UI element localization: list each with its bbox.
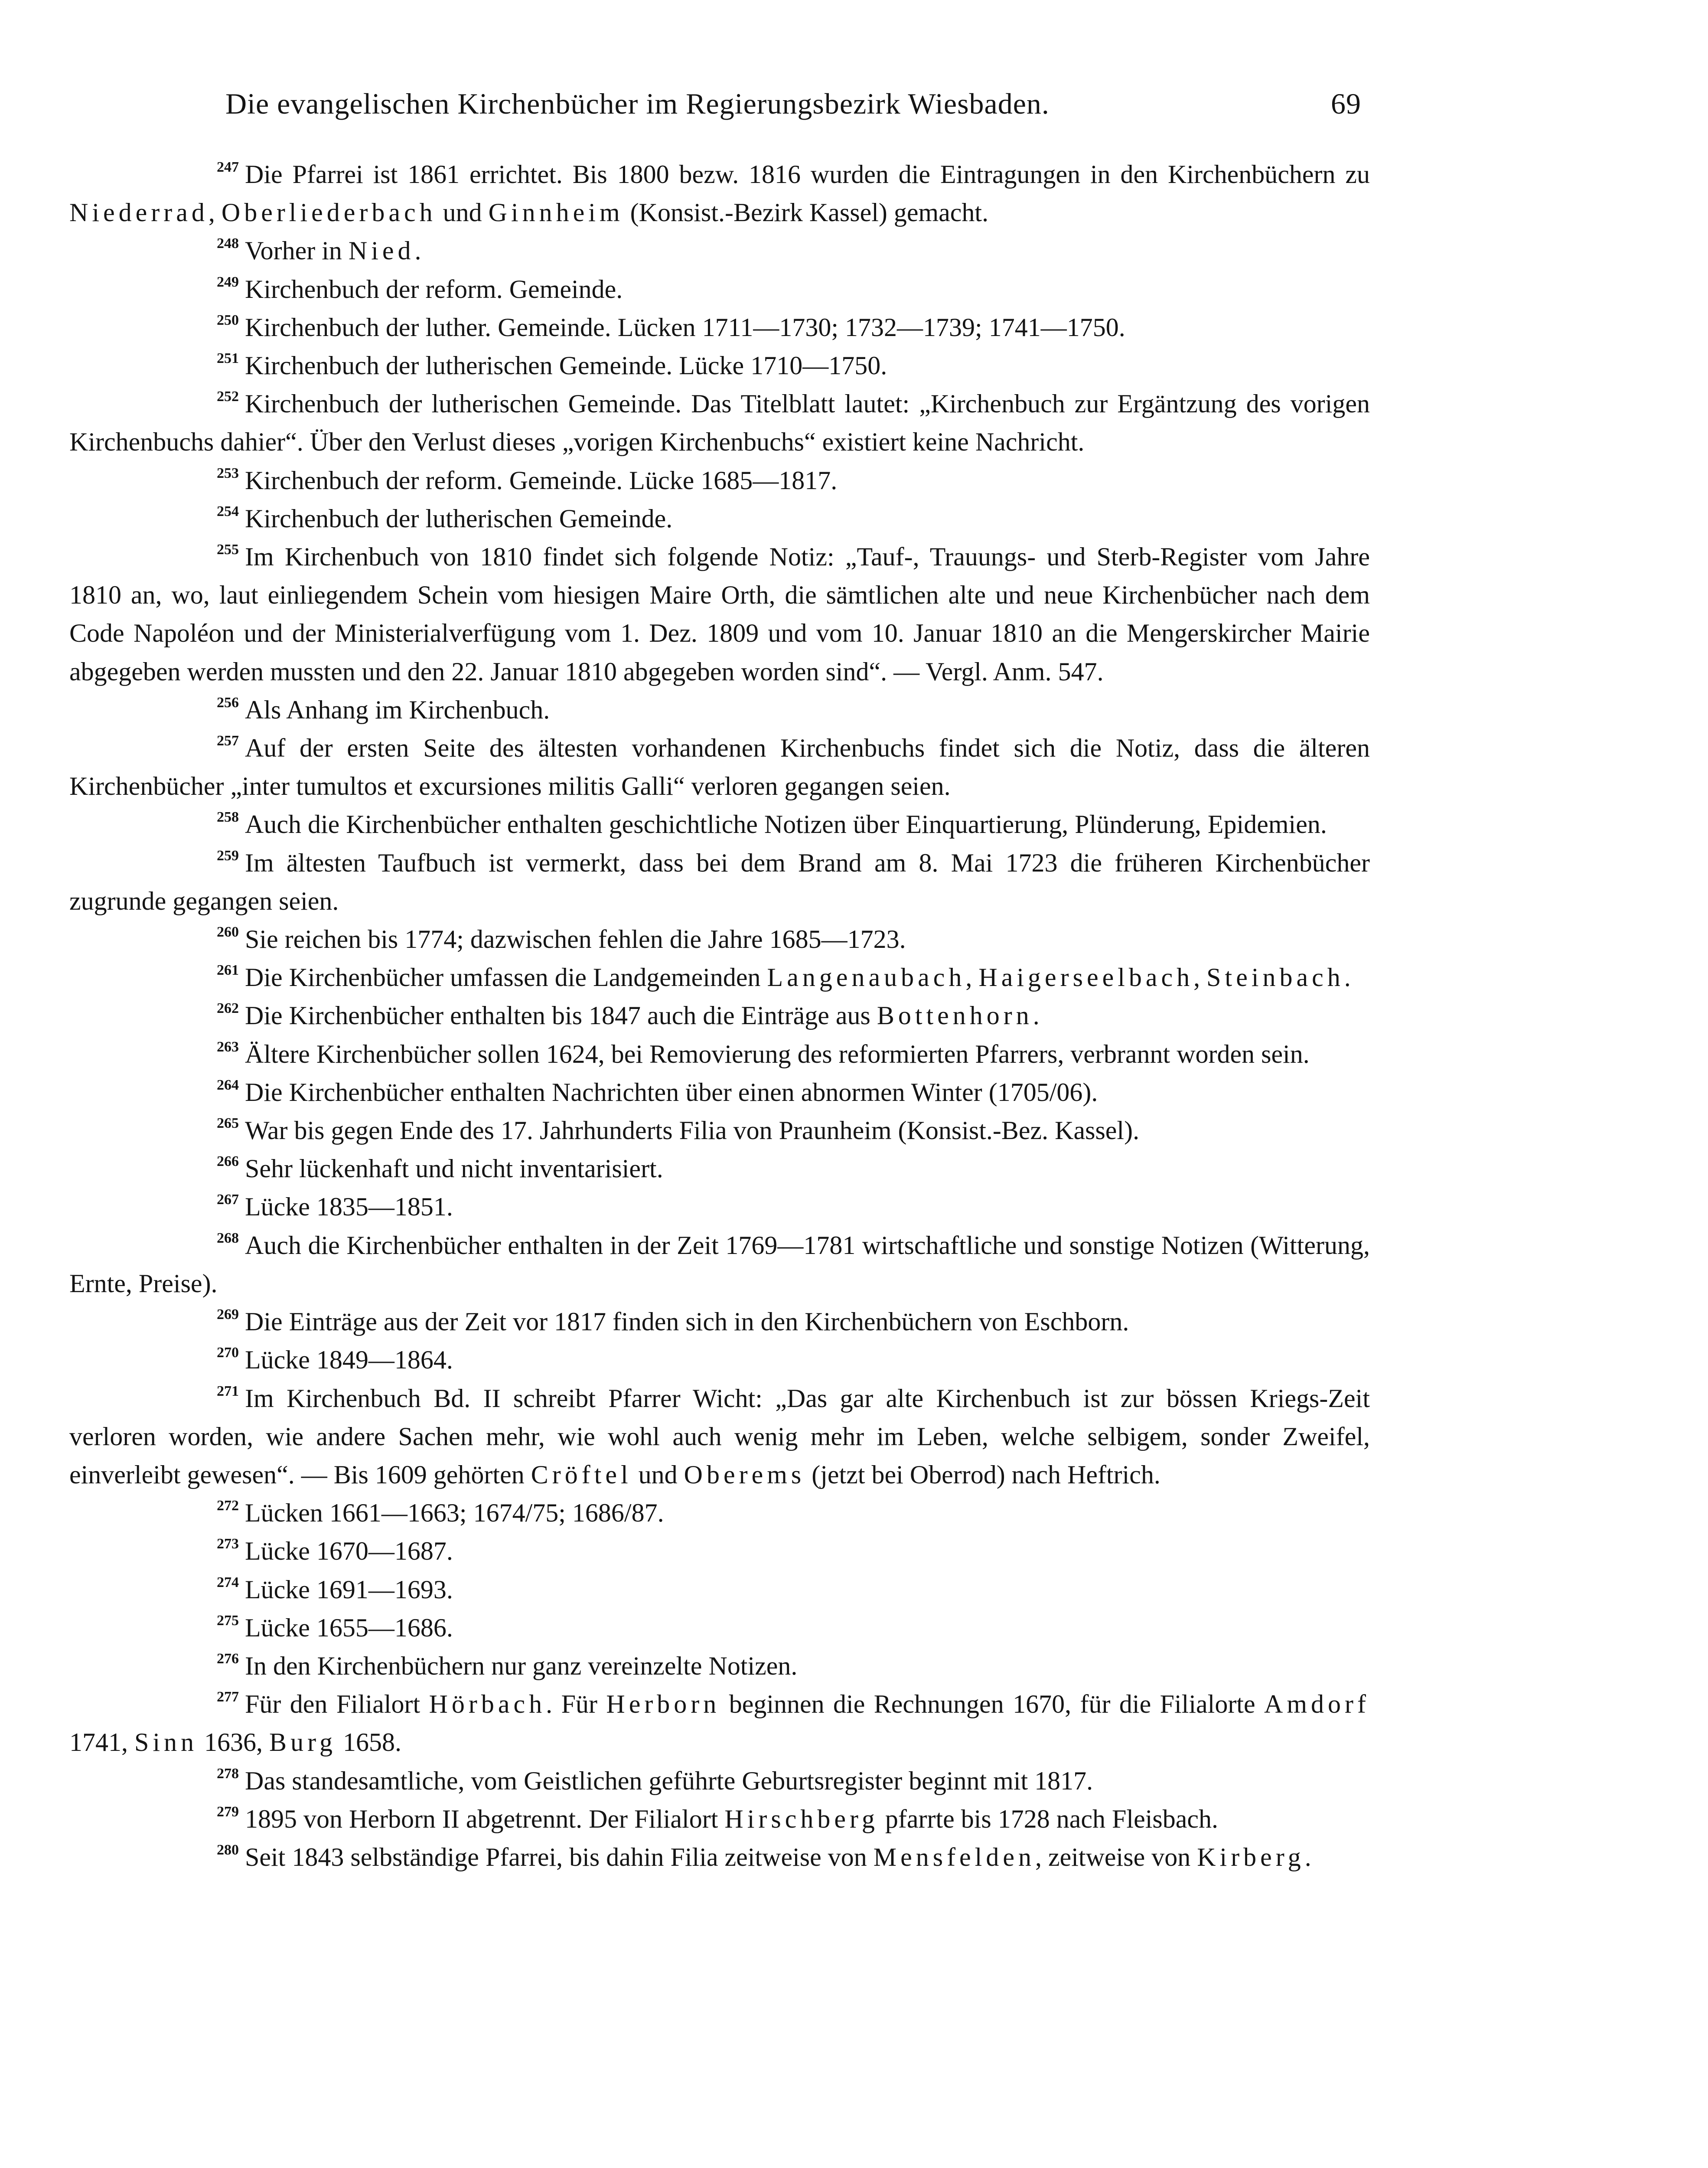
spaced-place-name: Ginnheim <box>488 198 624 227</box>
footnote-268 <box>69 1226 1370 1303</box>
spaced-place-name: Langenaubach <box>767 963 966 992</box>
footnote-text: Kirchenbuch der lutherischen Gemeinde. <box>245 504 673 533</box>
footnote-247 <box>69 155 1370 232</box>
running-title: Die evangelischen Kirchenbücher im Regierungsbezirk Wiesbaden. <box>225 87 1050 120</box>
page-number: 69 <box>1331 87 1361 120</box>
footnote-number: 264 <box>217 1077 239 1093</box>
footnote-number: 253 <box>217 465 239 481</box>
footnote-number: 251 <box>217 350 239 367</box>
footnote-248 <box>69 232 1370 270</box>
footnote-number: 260 <box>217 924 239 940</box>
footnote-number: 256 <box>217 694 239 711</box>
footnote-text: Die Kirchenbücher enthalten bis 1847 auch die Einträge aus <box>245 1001 877 1030</box>
footnote-text: 1658. <box>336 1728 401 1757</box>
footnote-277 <box>69 1685 1370 1761</box>
spaced-place-name: Steinbach <box>1206 963 1344 992</box>
footnote-text: Das standesamtliche, vom Geistlichen geführte Geburtsregister beginnt mit 1817. <box>245 1766 1093 1795</box>
footnote-number: 266 <box>217 1153 239 1170</box>
footnote-text: . <box>1344 963 1351 992</box>
footnote-text: Für den Filialort <box>245 1690 429 1719</box>
footnote-number: 276 <box>217 1650 239 1667</box>
running-header <box>69 87 1370 152</box>
footnote-text: Im Kirchenbuch von 1810 findet sich folgende Notiz: „Tauf-, Trauungs- und Sterb-Register vom Jahre 1810 an, wo, laut einliegendem Schein vom hiesigen Maire Orth, die sämtlichen alte und neue Kirchenbücher nach dem Code Napoléon und der Ministerialverfügung vom 1. Dez. 1809 und vom 10. Januar 1810 an die Mengerskircher Mairie abgegeben werden mussten und den 22. Januar 1810 abgegeben worden sind“. — Vergl. Anm. 547. <box>69 542 1370 686</box>
footnote-text: 1895 von Herborn II abgetrennt. Der Filialort <box>245 1804 725 1833</box>
footnote-253 <box>69 461 1370 500</box>
footnote-260 <box>69 920 1370 958</box>
footnote-number: 273 <box>217 1536 239 1552</box>
footnote-text: Lücke 1849—1864. <box>245 1345 453 1375</box>
footnote-text: und <box>632 1460 684 1489</box>
footnote-249 <box>69 270 1370 308</box>
spaced-place-name: Herborn <box>606 1690 720 1719</box>
footnote-number: 277 <box>217 1689 239 1705</box>
footnote-271 <box>69 1379 1370 1494</box>
footnote-number: 275 <box>217 1612 239 1629</box>
footnote-text: Auf der ersten Seite des ältesten vorhandenen Kirchenbuchs findet sich die Notiz, dass die älteren Kirchenbücher „inter tumultos et excursiones militis Galli“ verloren gegangen seien. <box>69 734 1370 801</box>
footnote-number: 249 <box>217 274 239 290</box>
spaced-place-name: Burg <box>269 1728 336 1757</box>
spaced-place-name: Oberliederbach <box>221 198 437 227</box>
footnote-text: und <box>436 198 489 227</box>
footnote-number: 279 <box>217 1803 239 1820</box>
footnote-265 <box>69 1111 1370 1149</box>
spaced-place-name: Bottenhorn <box>877 1001 1033 1030</box>
footnote-251 <box>69 346 1370 385</box>
footnote-number: 259 <box>217 847 239 864</box>
footnote-text: Vorher in <box>245 236 349 265</box>
footnote-list <box>69 155 1370 1876</box>
footnote-number: 247 <box>217 159 239 175</box>
footnote-number: 278 <box>217 1765 239 1782</box>
spaced-place-name: Hirschberg <box>724 1804 879 1833</box>
footnote-257 <box>69 729 1370 805</box>
footnote-258 <box>69 805 1370 843</box>
footnote-text: . <box>414 236 421 265</box>
footnote-text: Die Pfarrei ist 1861 errichtet. Bis 1800 bezw. 1816 wurden die Eintragungen in den Kirchenbüchern zu <box>245 160 1370 189</box>
spaced-place-name: Cröftel <box>531 1460 632 1489</box>
footnote-text: pfarrte bis 1728 nach Fleisbach. <box>878 1804 1218 1833</box>
spaced-place-name: Nied <box>348 236 415 265</box>
footnote-number: 261 <box>217 962 239 979</box>
footnote-number: 255 <box>217 542 239 558</box>
footnote-text: Lücke 1691—1693. <box>245 1575 453 1604</box>
footnote-number: 274 <box>217 1574 239 1590</box>
footnote-text: Lücke 1655—1686. <box>245 1613 453 1642</box>
footnote-270 <box>69 1341 1370 1379</box>
footnote-number: 252 <box>217 389 239 405</box>
footnote-261 <box>69 958 1370 996</box>
footnote-280 <box>69 1838 1370 1876</box>
footnote-number: 269 <box>217 1306 239 1323</box>
footnote-text: Lücke 1670—1687. <box>245 1537 453 1566</box>
footnote-266 <box>69 1149 1370 1188</box>
footnote-text: Sehr lückenhaft und nicht inventarisiert. <box>245 1154 663 1183</box>
footnote-279 <box>69 1800 1370 1838</box>
footnote-255 <box>69 538 1370 691</box>
footnote-278 <box>69 1762 1370 1800</box>
footnote-text: Kirchenbuch der lutherischen Gemeinde. Das Titelblatt lautet: „Kirchenbuch zur Ergäntzung des vorigen Kirchenbuchs dahier“. Über den Verlust dieses „vorigen Kirchenbuchs“ existiert keine Nachricht. <box>69 389 1370 457</box>
footnote-276 <box>69 1647 1370 1685</box>
footnote-263 <box>69 1035 1370 1073</box>
footnote-text: . Für <box>546 1690 606 1719</box>
footnote-number: 262 <box>217 1000 239 1017</box>
footnote-267 <box>69 1188 1370 1226</box>
footnote-252 <box>69 385 1370 461</box>
footnote-264 <box>69 1073 1370 1111</box>
footnote-text: Seit 1843 selbständige Pfarrei, bis dahin Filia zeitweise von <box>245 1842 874 1871</box>
footnote-number: 267 <box>217 1192 239 1208</box>
footnote-text: Kirchenbuch der reform. Gemeinde. Lücke 1685—1817. <box>245 466 838 495</box>
footnote-269 <box>69 1303 1370 1341</box>
footnote-text: Auch die Kirchenbücher enthalten in der Zeit 1769—1781 wirtschaftliche und sonstige Notizen (Witterung, Ernte, Preise). <box>69 1231 1370 1298</box>
footnote-number: 272 <box>217 1498 239 1514</box>
footnote-text: , <box>1193 963 1207 992</box>
spaced-place-name: Kirberg <box>1197 1842 1305 1871</box>
footnote-text: Als Anhang im Kirchenbuch. <box>245 695 550 724</box>
footnote-250 <box>69 308 1370 346</box>
book-page <box>69 87 1370 1876</box>
footnote-text: Ältere Kirchenbücher sollen 1624, bei Removierung des reformierten Pfarrers, verbrannt worden sein. <box>245 1039 1310 1068</box>
footnote-text: Lücke 1835—1851. <box>245 1192 453 1221</box>
footnote-number: 268 <box>217 1230 239 1246</box>
footnote-262 <box>69 996 1370 1035</box>
footnote-number: 280 <box>217 1841 239 1858</box>
footnote-text: 1636, <box>198 1728 270 1757</box>
footnote-number: 248 <box>217 235 239 252</box>
footnote-274 <box>69 1570 1370 1609</box>
footnote-272 <box>69 1494 1370 1532</box>
spaced-place-name: Amdorf <box>1264 1690 1370 1719</box>
footnote-text: Im ältesten Taufbuch ist vermerkt, dass bei dem Brand am 8. Mai 1723 die früheren Kirchenbücher zugrunde gegangen seien. <box>69 848 1370 915</box>
footnote-text: , zeitweise von <box>1035 1842 1197 1871</box>
footnote-number: 270 <box>217 1345 239 1361</box>
footnote-text: (jetzt bei Oberrod) nach Heftrich. <box>805 1460 1160 1489</box>
footnote-text: Im Kirchenbuch Bd. II schreibt Pfarrer Wicht: „Das gar alte Kirchenbuch ist zur bössen Kriegs-Zeit verloren worden, wie andere Sachen mehr, wie wohl auch wenig mehr im Leben, welche selbigem, sonder Zweifel, einverleibt gewesen“. — Bis 1609 gehörten <box>69 1384 1370 1489</box>
footnote-number: 250 <box>217 312 239 328</box>
footnote-259 <box>69 844 1370 920</box>
spaced-place-name: Niederrad <box>69 198 209 227</box>
footnote-text: , <box>208 198 222 227</box>
spaced-place-name: Hörbach <box>429 1690 546 1719</box>
footnote-number: 258 <box>217 809 239 826</box>
footnote-number: 271 <box>217 1383 239 1399</box>
footnote-256 <box>69 691 1370 729</box>
footnote-number: 265 <box>217 1115 239 1132</box>
footnote-text: (Konsist.-Bezirk Kassel) gemacht. <box>623 198 989 227</box>
footnote-text: Die Einträge aus der Zeit vor 1817 finden sich in den Kirchenbüchern von Eschborn. <box>245 1307 1129 1336</box>
footnote-text: Kirchenbuch der reform. Gemeinde. <box>245 274 623 304</box>
footnote-273 <box>69 1532 1370 1570</box>
footnote-text: Lücken 1661—1663; 1674/75; 1686/87. <box>245 1499 664 1528</box>
footnote-text: War bis gegen Ende des 17. Jahrhunderts Filia von Praunheim (Konsist.-Bez. Kassel). <box>245 1116 1140 1145</box>
footnote-text: Kirchenbuch der luther. Gemeinde. Lücken 1711—1730; 1732—1739; 1741—1750. <box>245 313 1125 342</box>
footnote-text: . <box>1033 1001 1040 1030</box>
footnote-text: 1741, <box>69 1728 134 1757</box>
footnote-254 <box>69 500 1370 538</box>
footnote-text: Kirchenbuch der lutherischen Gemeinde. Lücke 1710—1750. <box>245 351 887 380</box>
footnote-text: Die Kirchenbücher umfassen die Landgemeinden <box>245 963 767 992</box>
footnote-text: Auch die Kirchenbücher enthalten geschichtliche Notizen über Einquartierung, Plünderung, Epidemien. <box>245 810 1327 839</box>
footnote-text: Die Kirchenbücher enthalten Nachrichten über einen abnormen Winter (1705/06). <box>245 1077 1098 1107</box>
footnote-275 <box>69 1609 1370 1647</box>
spaced-place-name: Haigerseelbach <box>978 963 1194 992</box>
footnote-text: , <box>965 963 979 992</box>
footnote-text: . <box>1304 1842 1311 1871</box>
spaced-place-name: Oberems <box>684 1460 805 1489</box>
footnote-number: 254 <box>217 503 239 519</box>
spaced-place-name: Mensfelden <box>873 1842 1035 1871</box>
footnote-text: beginnen die Rechnungen 1670, für die Filialorte <box>720 1690 1265 1719</box>
footnote-number: 263 <box>217 1038 239 1055</box>
footnote-number: 257 <box>217 733 239 749</box>
footnote-text: In den Kirchenbüchern nur ganz vereinzelte Notizen. <box>245 1651 798 1680</box>
spaced-place-name: Sinn <box>134 1728 198 1757</box>
footnote-text: Sie reichen bis 1774; dazwischen fehlen die Jahre 1685—1723. <box>245 925 906 954</box>
